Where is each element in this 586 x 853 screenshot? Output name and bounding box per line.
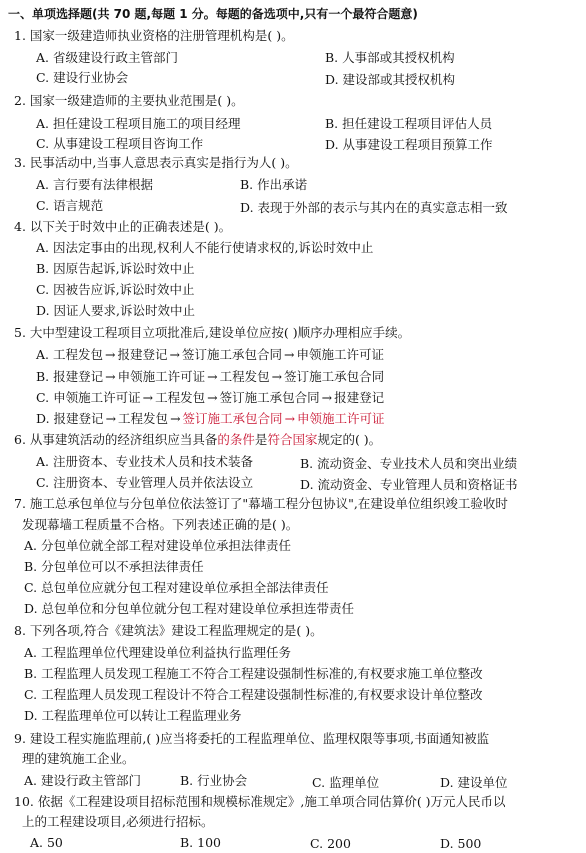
q4-option-d: D. 因证人要求,诉讼时效中止 <box>36 303 195 318</box>
q5-option-d <box>36 411 385 427</box>
q10-option-a: A. 50 <box>30 835 63 850</box>
q10-option-b: B. 100 <box>180 835 221 850</box>
q3-option-c: C. 语言规范 <box>36 198 104 213</box>
arrow-right-icon: → <box>284 411 296 426</box>
section-header: 一、单项选择题(共 70 题,每题 1 分。每题的备选项中,只有一个最符合题意) <box>8 7 418 21</box>
q4-option-c: C. 因被告应诉,诉讼时效中止 <box>36 282 195 297</box>
q9-option-d: D. 建设单位 <box>440 775 508 790</box>
flow-step: 工程发包 <box>219 369 270 384</box>
option-letter: A. <box>36 347 50 362</box>
arrow-right-icon: → <box>321 390 333 405</box>
flow-step: 报建登记 <box>53 411 104 426</box>
q1-option-d: D. 建设部或其授权机构 <box>325 72 456 87</box>
q6-stem-text: 6. 从事建筑活动的经济组织应当具备 <box>14 432 218 447</box>
q10-option-d: D. 500 <box>440 836 482 851</box>
q9-stem-line-2: 理的建筑施工企业。 <box>22 751 135 766</box>
q4-option-a: A. 因法定事由的出现,权利人不能行使请求权的,诉讼时效中止 <box>36 240 374 255</box>
q1-option-c: C. 建设行业协会 <box>36 70 129 85</box>
q5-option-b <box>36 369 384 385</box>
q10-option-c: C. 200 <box>310 836 351 851</box>
arrow-right-icon: → <box>142 390 154 405</box>
q6-stem-text: 是 <box>254 432 268 447</box>
q2-option-b: B. 担任建设工程项目评估人员 <box>325 116 493 131</box>
q4-stem: 4. 以下关于时效中止的正确表述是( )。 <box>14 219 232 234</box>
flow-step: 申领施工许可证 <box>297 411 385 426</box>
option-letter: D. <box>36 411 50 426</box>
arrow-right-icon: → <box>169 347 180 362</box>
flow-step: 报建登记 <box>334 390 385 405</box>
option-letter: C. <box>36 390 50 405</box>
q8-option-d: D. 工程监理单位可以转让工程监理业务 <box>24 708 242 723</box>
arrow-right-icon: → <box>207 390 218 405</box>
q6-stem <box>14 432 381 448</box>
q6-option-a: A. 注册资本、专业技术人员和技术装备 <box>36 454 253 469</box>
q4-option-b: B. 因原告起诉,诉讼时效中止 <box>36 261 195 276</box>
flow-step: 签订施工承包合同 <box>182 347 283 362</box>
flow-step: 签订施工承包合同 <box>284 369 385 384</box>
arrow-right-icon: → <box>105 369 116 384</box>
q6-option-d: D. 流动资金、专业管理人员和资格证书 <box>300 477 518 492</box>
q9-option-b: B. 行业协会 <box>180 773 248 788</box>
q1-option-a: A. 省级建设行政主管部门 <box>36 50 178 65</box>
q8-option-c: C. 工程监理人员发现工程设计不符合工程建设强制性标准的,有权要求设计单位整改 <box>24 687 483 702</box>
q10-stem-line-2: 上的工程建设项目,必须进行招标。 <box>22 814 214 829</box>
q6-stem-highlight: 的条件 <box>217 432 255 447</box>
q9-option-c: C. 监理单位 <box>312 775 380 790</box>
q9-stem-line-1: 9. 建设工程实施监理前,( )应当将委托的工程监理单位、监理权限等事项,书面通知被监 <box>14 731 490 746</box>
flow-step: 签订施工承包合同 <box>182 411 283 426</box>
q7-stem-line-2: 发现幕墙工程质量不合格。下列表述正确的是( )。 <box>22 517 299 532</box>
q1-option-b: B. 人事部或其授权机构 <box>325 50 455 65</box>
q5-option-c <box>36 390 384 406</box>
arrow-right-icon: → <box>284 347 295 362</box>
q6-option-c: C. 注册资本、专业管理人员并依法设立 <box>36 475 254 490</box>
q7-option-a: A. 分包单位就全部工程对建设单位承担法律责任 <box>24 538 291 553</box>
option-letter: B. <box>36 369 50 384</box>
arrow-right-icon: → <box>105 347 116 362</box>
flow-step: 报建登记 <box>53 369 104 384</box>
q6-stem-text: 规定的( )。 <box>317 432 382 447</box>
flow-step: 签订施工承包合同 <box>219 390 320 405</box>
arrow-right-icon: → <box>105 411 117 426</box>
q3-option-b: B. 作出承诺 <box>240 177 308 192</box>
q6-option-b: B. 流动资金、专业技术人员和突出业绩 <box>300 456 518 471</box>
q3-option-d: D. 表现于外部的表示与其内在的真实意志相一致 <box>240 200 508 215</box>
q2-option-c: C. 从事建设工程项目咨询工作 <box>36 136 204 151</box>
q1-stem: 1. 国家一级建造师执业资格的注册管理机构是( )。 <box>14 28 294 43</box>
q7-option-b: B. 分包单位可以不承担法律责任 <box>24 559 204 574</box>
q5-stem: 5. 大中型建设工程项目立项批准后,建设单位应按( )顺序办理相应手续。 <box>14 325 411 340</box>
q7-option-d: D. 总包单位和分包单位就分包工程对建设单位承担连带责任 <box>24 601 355 616</box>
flow-step: 工程发包 <box>53 347 104 362</box>
flow-step: 工程发包 <box>118 411 169 426</box>
q8-option-a: A. 工程监理单位代理建设单位利益执行监理任务 <box>24 645 291 660</box>
q2-option-d: D. 从事建设工程项目预算工作 <box>325 137 493 152</box>
flow-step: 申领施工许可证 <box>296 347 385 362</box>
q3-stem: 3. 民事活动中,当事人意思表示真实是指行为人( )。 <box>14 155 298 170</box>
flow-step: 申领施工许可证 <box>53 390 141 405</box>
q9-option-a: A. 建设行政主管部门 <box>24 773 141 788</box>
q8-stem: 8. 下列各项,符合《建筑法》建设工程监理规定的是( )。 <box>14 623 323 638</box>
q7-option-c: C. 总包单位应就分包工程对建设单位承担全部法律责任 <box>24 580 329 595</box>
flow-step: 报建登记 <box>117 347 168 362</box>
q8-option-b: B. 工程监理人员发现工程施工不符合工程建设强制性标准的,有权要求施工单位整改 <box>24 666 483 681</box>
q5-option-a <box>36 347 384 363</box>
q6-stem-highlight: 符合国家 <box>267 432 318 447</box>
arrow-right-icon: → <box>271 369 283 384</box>
arrow-right-icon: → <box>170 411 181 426</box>
q7-stem-line-1: 7. 施工总承包单位与分包单位依法签订了"幕墙工程分包协议",在建设单位组织竣工验收时 <box>14 496 508 511</box>
flow-step: 申领施工许可证 <box>117 369 206 384</box>
arrow-right-icon: → <box>207 369 218 384</box>
q10-stem-line-1: 10. 依据《工程建设项目招标范围和规模标准规定》,施工单项合同估算价( )万元人民币以 <box>14 794 506 809</box>
q2-stem: 2. 国家一级建造师的主要执业范围是( )。 <box>14 93 244 108</box>
q2-option-a: A. 担任建设工程项目施工的项目经理 <box>36 116 241 131</box>
flow-step: 工程发包 <box>155 390 206 405</box>
q3-option-a: A. 言行要有法律根据 <box>36 177 153 192</box>
